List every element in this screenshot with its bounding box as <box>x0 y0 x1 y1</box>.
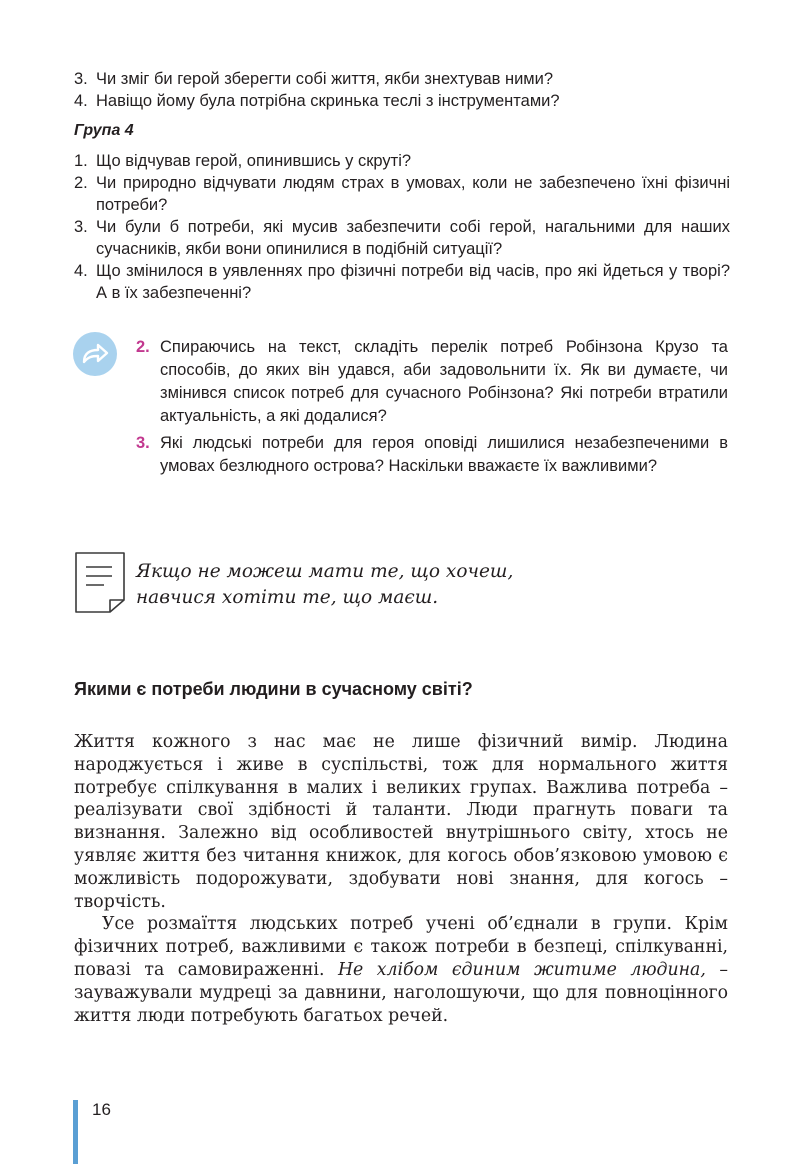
note-page-icon <box>72 550 128 619</box>
list-item <box>74 68 730 90</box>
paragraph <box>74 913 728 1027</box>
proverb-italic: Не хлібом єдиним житиме людина, <box>337 959 706 980</box>
task-number: 3. <box>136 434 150 452</box>
list-item <box>74 172 730 216</box>
task-text: Які людські потреби для героя оповіді лишилися незабезпеченими в умовах безлюдного острова? Наскільки вважаєте їх важливими? <box>160 434 728 475</box>
question-text: Чи зміг би герой зберегти собі життя, якби знехтував ними? <box>96 70 554 88</box>
list-item <box>74 90 730 112</box>
task-number: 2. <box>136 338 150 356</box>
group4-question-list <box>74 150 730 304</box>
body-text <box>74 731 728 1027</box>
group-label: Група 4 <box>74 122 134 139</box>
question-number: 3. <box>74 70 88 88</box>
question-number: 4. <box>74 92 88 110</box>
question-text: Чи були б потреби, які мусив забезпечити собі герой, нагальними для наших сучасників, якби вони опинилися в подібній ситуації? <box>96 218 730 258</box>
top-question-list <box>74 68 730 112</box>
question-text: Що відчував герой, опинившись у скруті? <box>96 152 412 170</box>
task-list <box>136 336 728 482</box>
page-accent-bar <box>73 1100 78 1164</box>
list-item <box>74 150 730 172</box>
paragraph-text: Усе розмаїття людських потреб учені об’єднали в групи. Крім фізичних потреб, важливими є також потреби в безпеці, спілкуванні, повазі та самовираженні. <box>74 914 728 980</box>
paragraph: Життя кожного з нас має не лише фізичний вимір. Людина народжується і живе в суспільстві, тож для нормального життя потребує спілкування в малих і великих групах. Важлива потреба – реалізувати свої здібності й таланти. Люди прагнуть поваги та визнання. Залежно від особливостей внутрішнього світу, хтось не уявляє життя без читання книжок, для когось обов’язковою умовою є можливість подорожувати, здобувати нові знання, для когось – творчість. <box>74 732 728 912</box>
quote-line: Якщо не можеш мати те, що хочеш, <box>136 561 514 582</box>
forward-arrow-icon <box>73 332 117 376</box>
quote <box>136 559 513 611</box>
page-number: 16 <box>92 1100 111 1119</box>
task-item <box>136 432 728 478</box>
quote-line: навчися хотіти те, що маєш. <box>136 587 439 608</box>
task-text: Спираючись на текст, складіть перелік потреб Робінзона Крузо та способів, до яких він удався, аби задовольнити їх. Як ви думаєте, чи змінився список потреб для сучасного Робінзона? Які потреби втратили актуальність, а які додалися? <box>160 338 728 425</box>
paragraph-text: – зауважували мудреці за давнини, наголошуючи, що для повноцінного життя люди потребують багатьох речей. <box>74 959 728 1026</box>
task-item <box>136 336 728 428</box>
question-text: Чи природно відчувати людям страх в умовах, коли не забезпечено їхні фізичні потреби? <box>96 174 730 214</box>
question-number: 3. <box>74 218 88 236</box>
list-item <box>74 260 730 304</box>
question-number: 1. <box>74 152 88 170</box>
question-number: 2. <box>74 174 88 192</box>
section-title: Якими є потреби людини в сучасному світі? <box>74 679 473 699</box>
list-item <box>74 216 730 260</box>
question-text: Що змінилося в уявленнях про фізичні потреби від часів, про які йдеться у творі? А в їх забезпеченні? <box>96 262 730 302</box>
question-number: 4. <box>74 262 88 280</box>
question-text: Навіщо йому була потрібна скринька теслі з інструментами? <box>96 92 560 110</box>
